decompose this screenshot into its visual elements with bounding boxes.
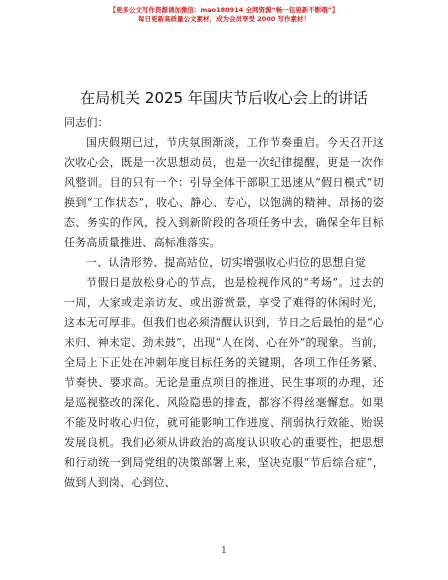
paragraph-intro: 国庆假期已过，节庆氛围渐淡，工作节奏重启。今天召开这次收心会，既是一次思想动员，也是一次纪律提醒，更是一次作风整训。目的只有一个：引导全体干部职工迅速从“假日模式”切换到“工作状态”，收心、静心、专心，以饱满的精神、昂扬的姿态、务实的作风，投入到新阶段的各项任务中去，确保全年目标任务高质量推进、高标准落实。 <box>64 136 384 249</box>
document-body <box>64 113 384 493</box>
promo-banner <box>0 6 448 24</box>
page-number: 1 <box>221 546 227 556</box>
paragraph-section-1: 节假日是放松身心的节点，也是检视作风的“考场”。过去的一周，大家或走亲访友、或出游赏景，享受了难得的休闲时光，这本无可厚非。但我们也必须清醒认识到，节日之后最怕的是“心未归、神未定、劲未鼓”，出现“人在岗、心在外”的现象。当前，全局上下正处在冲刺年度目标任务的关键期，各项工作任务紧、节奏快、要求高。无论是重点项目的推进、民生事项的办理，还是巡视整改的深化、风险隐患的排查，都容不得丝毫懈怠。如果不能及时收心归位，就可能影响工作进度、削弱执行效能、贻误发展良机。我们必须从讲政治的高度认识收心的重要性，把思想和行动统一到局党组的决策部署上来，坚决克服“节后综合症”，做到人到岗、心到位、 <box>64 276 384 489</box>
promo-line-1: 【更多公文写作资源请加微信：mao180914 全网资源“畅一包更新不断哦”】 <box>109 6 339 14</box>
document-title: 在局机关 2025 年国庆节后收心会上的讲话 <box>80 89 368 107</box>
promo-line-2: 每日更新高质量公文素材，成为会员享受 2000 写作素材！ <box>137 15 311 23</box>
section-heading-1: 一、认清形势、提高站位，切实增强收心归位的思想自觉 <box>86 256 366 269</box>
salutation: 同志们： <box>64 116 109 129</box>
